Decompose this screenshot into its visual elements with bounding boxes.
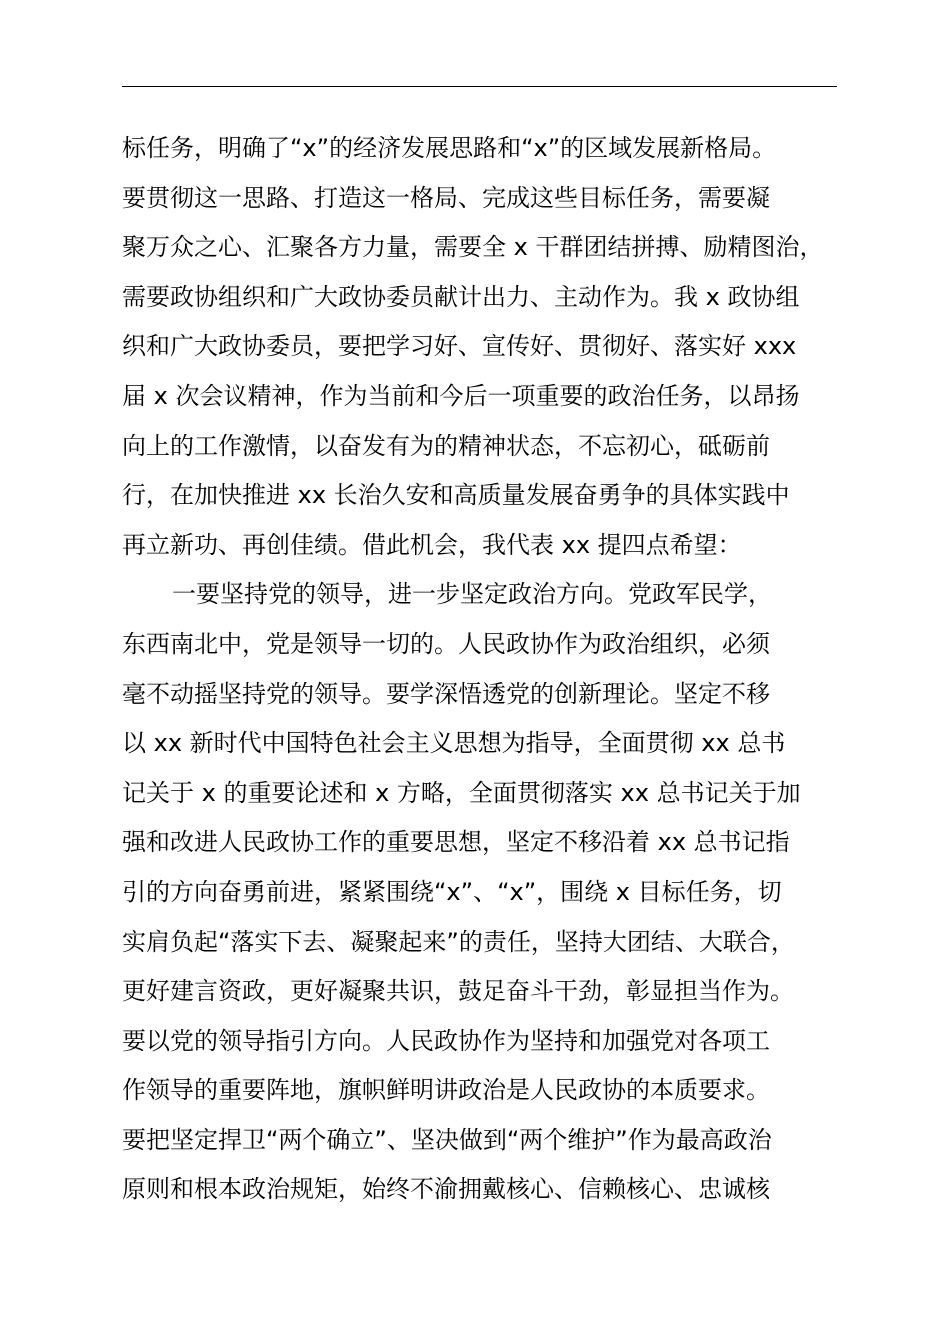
text-line: 届 x 次会议精神，作为当前和今后一项重要的政治任务，以昂扬 bbox=[122, 381, 800, 410]
text-line: 东西南北中，党是领导一切的。人民政协作为政治组织，必须 bbox=[122, 629, 770, 658]
text-line: 要贯彻这一思路、打造这一格局、完成这些目标任务，需要凝 bbox=[122, 183, 770, 212]
text-line: 需要政协组织和广大政协委员献计出力、主动作为。我 x 政协组 bbox=[122, 282, 800, 311]
body-text bbox=[122, 124, 842, 1215]
text-line: 聚万众之心、汇聚各方力量，需要全 x 干群团结拼搏、励精图治， bbox=[122, 233, 824, 262]
text-line: 以 xx 新时代中国特色社会主义思想为指导，全面贯彻 xx 总书 bbox=[122, 729, 786, 758]
text-line: 实肩负起“落实下去、凝聚起来”的责任，坚持大团结、大联合， bbox=[122, 927, 795, 956]
text-line: 行，在加快推进 xx 长治久安和高质量发展奋勇争的具体实践中 bbox=[122, 481, 790, 510]
text-line: 再立新功、再创佳绩。借此机会，我代表 xx 提四点希望： bbox=[122, 530, 742, 559]
text-line: 向上的工作激情，以奋发有为的精神状态，不忘初心，砥砺前 bbox=[122, 431, 770, 460]
text-line: 记关于 x 的重要论述和 x 方略，全面贯彻落实 xx 总书记关于加 bbox=[122, 778, 801, 807]
paragraph-start-line: 一要坚持党的领导，进一步坚定政治方向。党政军民学， bbox=[172, 580, 772, 609]
header-rule bbox=[122, 86, 837, 87]
text-line: 标任务，明确了“x”的经济发展思路和“x”的区域发展新格局。 bbox=[122, 134, 777, 162]
text-line: 更好建言资政，更好凝聚共识，鼓足奋斗干劲，彰显担当作为。 bbox=[122, 977, 794, 1006]
text-line: 强和改进人民政协工作的重要思想，坚定不移沿着 xx 总书记指 bbox=[122, 828, 790, 857]
text-line: 织和广大政协委员，要把学习好、宣传好、贯彻好、落实好 xxx bbox=[122, 332, 797, 361]
text-line: 要把坚定捍卫“两个确立”、坚决做到“两个维护”作为最高政治 bbox=[122, 1125, 772, 1154]
text-line: 原则和根本政治规矩，始终不渝拥戴核心、信赖核心、忠诚核 bbox=[122, 1175, 770, 1204]
text-line: 毫不动摇坚持党的领导。要学深悟透党的创新理论。坚定不移 bbox=[122, 679, 770, 708]
text-line: 引的方向奋勇前进，紧紧围绕“x”、“x”，围绕 x 目标任务，切 bbox=[122, 877, 782, 906]
text-line: 要以党的领导指引方向。人民政协作为坚持和加强党对各项工 bbox=[122, 1026, 770, 1055]
text-line: 作领导的重要阵地，旗帜鲜明讲政治是人民政协的本质要求。 bbox=[122, 1076, 770, 1105]
